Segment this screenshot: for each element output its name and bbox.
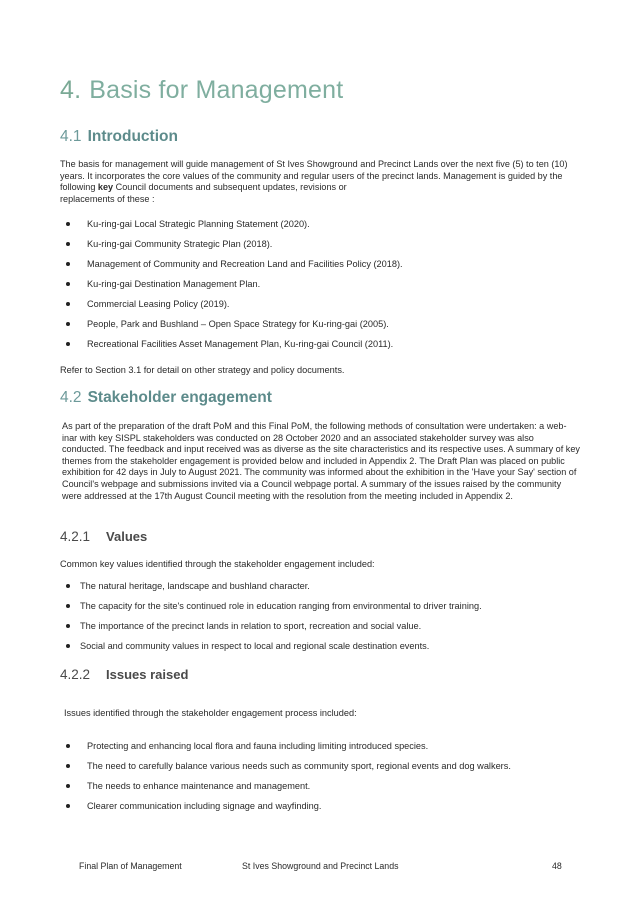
bullet-icon xyxy=(66,744,70,748)
list-item-text: Social and community values in respect to local and regional scale destination events. xyxy=(80,641,430,651)
bullet-icon xyxy=(66,604,70,608)
issues-number: 4.2.2 xyxy=(60,667,91,682)
list-item xyxy=(60,218,310,230)
list-item-text: The needs to enhance maintenance and management. xyxy=(87,781,311,791)
list-item-text: Ku-ring-gai Local Strategic Planning Statement (2020). xyxy=(87,219,310,229)
list-item xyxy=(60,318,389,330)
footer-document-title: Final Plan of Management xyxy=(79,861,182,871)
list-item xyxy=(60,640,429,652)
section-heading xyxy=(60,76,343,105)
bullet-icon xyxy=(66,804,70,808)
list-item xyxy=(60,278,260,290)
list-item xyxy=(60,600,482,612)
bullet-icon xyxy=(66,584,70,588)
list-item xyxy=(60,620,421,632)
bullet-icon xyxy=(66,764,70,768)
introduction-text-end: Council documents and subsequent updates, revisions or xyxy=(113,182,347,193)
bullet-icon xyxy=(66,784,70,788)
values-heading xyxy=(60,529,147,544)
section-number: 4. xyxy=(60,76,82,104)
list-item xyxy=(60,238,272,250)
list-item-text: The capacity for the site's continued role in education ranging from environmental to driver training. xyxy=(80,601,482,611)
introduction-number: 4.1 xyxy=(60,128,82,145)
list-item-text: Management of Community and Recreation Land and Facilities Policy (2018). xyxy=(87,259,403,269)
list-item-text: Clearer communication including signage and wayfinding. xyxy=(87,801,322,811)
list-item-text: Ku-ring-gai Destination Management Plan. xyxy=(87,279,261,289)
bullet-icon xyxy=(66,282,70,286)
footer-site-name: St Ives Showground and Precinct Lands xyxy=(242,861,399,871)
bullet-icon xyxy=(66,262,70,266)
section-title: Basis for Management xyxy=(89,76,344,104)
list-item-text: Protecting and enhancing local flora and fauna including limiting introduced species. xyxy=(87,741,429,751)
list-item-text: Ku-ring-gai Community Strategic Plan (2018). xyxy=(87,239,273,249)
list-item xyxy=(60,258,403,270)
bullet-icon xyxy=(66,222,70,226)
refer-text: Refer to Section 3.1 for detail on other strategy and policy documents. xyxy=(60,365,345,375)
list-item-text: Recreational Facilities Asset Management Plan, Ku-ring-gai Council (2011). xyxy=(87,339,394,349)
list-item-text: The importance of the precinct lands in relation to sport, recreation and social value. xyxy=(80,621,422,631)
list-item-text: Commercial Leasing Policy (2019). xyxy=(87,299,230,309)
bullet-icon xyxy=(66,302,70,306)
introduction-text-line4: replacements of these : xyxy=(60,193,155,204)
issues-intro: Issues identified through the stakeholder engagement process included: xyxy=(64,708,357,718)
bullet-icon xyxy=(66,342,70,346)
stakeholder-heading xyxy=(60,389,272,407)
values-title: Values xyxy=(106,529,148,544)
issues-title: Issues raised xyxy=(106,667,189,682)
list-item-text: The need to carefully balance various needs such as community sport, regional events and dog walkers. xyxy=(87,761,511,771)
list-item xyxy=(60,760,511,772)
list-item xyxy=(60,740,428,752)
bullet-icon xyxy=(66,322,70,326)
list-item-text: The natural heritage, landscape and bushland character. xyxy=(80,581,310,591)
introduction-text-start: The basis for management will guide management of St Ives Showground and Precinct Lands over the next five (5) to ten (10) years. It incorporates the core values of the community and regular users of the precinct lands. Management is guided by the following xyxy=(60,159,568,193)
introduction-title: Introduction xyxy=(87,128,178,145)
introduction-text-bold: key xyxy=(97,182,114,193)
list-item xyxy=(60,780,310,792)
list-item xyxy=(60,580,310,592)
list-item xyxy=(60,298,229,310)
introduction-heading xyxy=(60,128,178,146)
issues-heading xyxy=(60,667,188,682)
footer-page-number: 48 xyxy=(552,861,562,871)
introduction-paragraph xyxy=(60,159,580,205)
list-item xyxy=(60,338,393,350)
stakeholder-title: Stakeholder engagement xyxy=(87,389,272,406)
bullet-icon xyxy=(66,624,70,628)
stakeholder-paragraph: As part of the preparation of the draft PoM and this Final PoM, the following methods of consultation were undertaken: a web-inar with key SISPL stakeholders was conducted on 28 October 2020 and an associated stakeholder survey was also conducted. The feedback and input received was as diverse as the site characteristics and its respective uses. A summary of key themes from the stakeholder engagement is provided below and included in Appendix 2. The Draft Plan was placed on public exhibition for 42 days in July to August 2021. The community was informed about the exhibition in the 'Have your Say' section of Council's webpage and submissions invited via a Council webpage portal. A summary of the issues raised by the community were addressed at the 17th August Council meeting with the resolution from the meeting included in Appendix 2. xyxy=(62,421,580,501)
list-item-text: People, Park and Bushland – Open Space Strategy for Ku-ring-gai (2005). xyxy=(87,319,389,329)
values-intro: Common key values identified through the stakeholder engagement included: xyxy=(60,559,375,569)
bullet-icon xyxy=(66,644,70,648)
bullet-icon xyxy=(66,242,70,246)
values-number: 4.2.1 xyxy=(60,529,91,544)
stakeholder-number: 4.2 xyxy=(60,389,82,406)
list-item xyxy=(60,800,321,812)
